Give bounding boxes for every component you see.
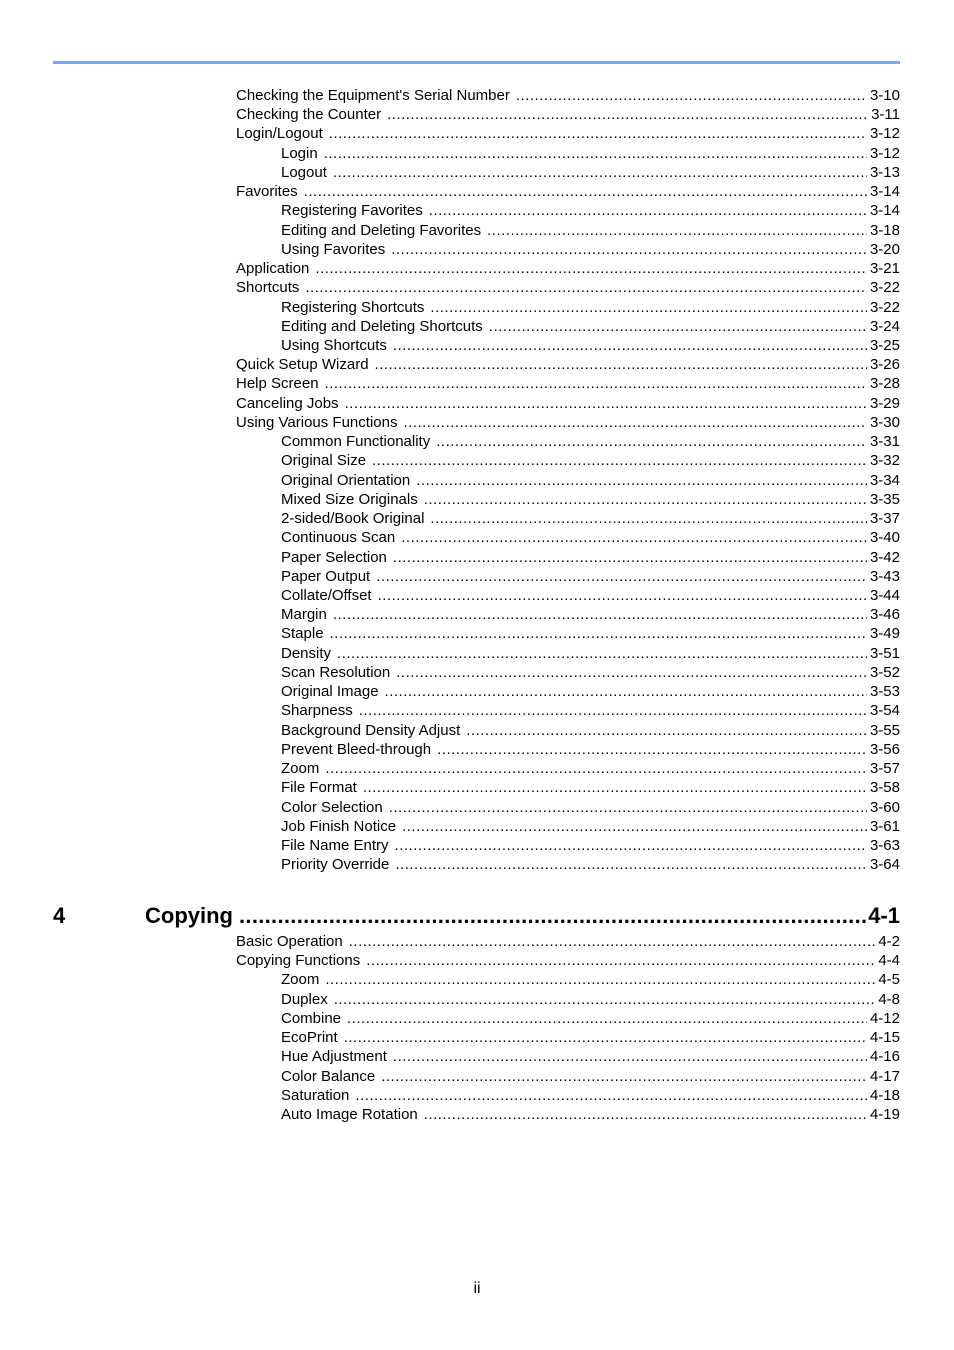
toc-entry-page: 3-22 <box>869 298 900 316</box>
toc-entry[interactable] <box>236 105 900 124</box>
toc-entry-label: Collate/Offset <box>281 586 372 604</box>
toc-entry[interactable] <box>281 317 900 336</box>
toc-entry[interactable] <box>281 644 900 663</box>
toc-entry[interactable] <box>281 663 900 682</box>
toc-entry-page: 3-51 <box>869 644 900 662</box>
toc-entry[interactable] <box>281 336 900 355</box>
toc-entry-label: Paper Selection <box>281 548 387 566</box>
page-number: ii <box>473 1280 481 1297</box>
toc-entry-label: Mixed Size Originals <box>281 490 418 508</box>
toc-entry[interactable] <box>281 298 900 317</box>
toc-entry-label: Checking the Counter <box>236 106 382 124</box>
dot-leader <box>337 644 867 663</box>
toc-entry-page: 3-11 <box>871 106 900 124</box>
toc-entry-label: Login <box>281 144 318 162</box>
dot-leader <box>430 509 867 528</box>
toc-entry-page: 3-25 <box>869 336 900 354</box>
dot-leader <box>401 528 867 547</box>
toc-entry-label: Original Size <box>281 452 367 470</box>
dot-leader <box>395 836 867 855</box>
toc-entry-label: File Name Entry <box>281 836 389 854</box>
dot-leader <box>393 336 867 355</box>
toc-entry-page: 3-53 <box>869 683 900 701</box>
toc-entry-label: Zoom <box>281 760 320 778</box>
dot-leader <box>378 586 867 605</box>
toc-entry-page: 3-12 <box>869 125 900 143</box>
toc-entry-label: Using Shortcuts <box>281 336 387 354</box>
toc-entry-page: 4-17 <box>869 1067 900 1085</box>
dot-leader <box>324 144 867 163</box>
dot-leader <box>345 394 867 413</box>
toc-entry[interactable] <box>281 528 900 547</box>
toc-entry[interactable] <box>281 836 900 855</box>
toc-entry[interactable] <box>236 86 900 105</box>
toc-entry-page: 3-56 <box>869 740 900 758</box>
toc-entry-label: Continuous Scan <box>281 529 396 547</box>
toc-entry[interactable] <box>281 1028 900 1047</box>
toc-entry-label: Checking the Equipment's Serial Number <box>236 87 510 104</box>
toc-entry[interactable] <box>236 124 900 143</box>
toc-entry-label: Staple <box>281 625 324 643</box>
toc-entry-label: Registering Favorites <box>281 202 423 220</box>
toc-entry-page: 3-13 <box>869 163 900 181</box>
toc-entry-page: 3-29 <box>869 394 900 412</box>
dot-leader <box>387 105 868 124</box>
toc-entry-page: 4-12 <box>869 1009 900 1027</box>
toc-entry-page: 3-61 <box>869 817 900 835</box>
dot-leader <box>385 682 867 701</box>
dot-leader <box>430 298 867 317</box>
toc-entry[interactable] <box>281 1009 900 1028</box>
dot-leader <box>344 1028 867 1047</box>
toc-entry[interactable] <box>281 451 900 470</box>
toc-entry-page: 4-15 <box>869 1029 900 1047</box>
toc-entry[interactable] <box>281 990 900 1009</box>
toc-entry[interactable] <box>281 1067 900 1086</box>
toc-entry-page: 4-19 <box>869 1106 900 1124</box>
toc-entry-label: Paper Output <box>281 567 371 585</box>
toc-entry-label: Color Selection <box>281 798 383 816</box>
toc-entry[interactable] <box>281 682 900 701</box>
toc-entry-label: Scan Resolution <box>281 663 391 681</box>
dot-leader <box>436 432 867 451</box>
toc-entry[interactable] <box>281 144 900 163</box>
toc-entry[interactable] <box>281 970 900 989</box>
toc-entry-label: Basic Operation <box>236 933 343 950</box>
toc-entry[interactable] <box>236 278 900 297</box>
toc-entry[interactable] <box>281 548 900 567</box>
toc-entry-page: 3-54 <box>869 702 900 720</box>
toc-entry-label: Quick Setup Wizard <box>236 356 369 374</box>
dot-leader <box>393 548 867 567</box>
toc-entry[interactable] <box>236 951 900 970</box>
toc-entry[interactable] <box>281 163 900 182</box>
toc-entry-label: Zoom <box>281 971 320 989</box>
toc-entry-page: 3-60 <box>869 798 900 816</box>
dot-leader <box>334 990 876 1009</box>
dot-leader <box>372 451 867 470</box>
toc-entry[interactable] <box>281 201 900 220</box>
dot-leader <box>325 970 875 989</box>
dot-leader <box>403 413 867 432</box>
toc-entry[interactable] <box>281 509 900 528</box>
toc-entry-label: 2-sided/Book Original <box>281 510 425 528</box>
toc-entry-page: 3-52 <box>869 663 900 681</box>
toc-entry-page: 3-35 <box>869 490 900 508</box>
dot-leader <box>424 490 867 509</box>
toc-entry-label: Using Various Functions <box>236 413 398 431</box>
dot-leader <box>366 951 875 970</box>
dot-leader <box>239 902 868 930</box>
toc-entry-label: Common Functionality <box>281 433 431 451</box>
toc-entry-page: 3-14 <box>869 183 900 201</box>
toc-entry-page: 4-4 <box>878 952 900 970</box>
toc-entry-label: Job Finish Notice <box>281 817 397 835</box>
dot-leader <box>355 1086 867 1105</box>
toc-entry-page: 3-31 <box>869 433 900 451</box>
toc-entry-label: Favorites <box>236 183 298 201</box>
dot-leader <box>424 1105 867 1124</box>
dot-leader <box>325 374 867 393</box>
toc-entry-page: 3-22 <box>869 279 900 297</box>
chapter-page: 4-1 <box>868 903 900 928</box>
toc-entry-label: Priority Override <box>281 856 390 874</box>
dot-leader <box>489 317 867 336</box>
toc-entry[interactable] <box>281 798 900 817</box>
dot-leader <box>381 1067 867 1086</box>
toc-entry[interactable] <box>281 759 900 778</box>
toc-entry[interactable] <box>281 240 900 259</box>
toc-entry-page: 3-55 <box>869 721 900 739</box>
toc-entry-label: File Format <box>281 779 357 797</box>
chapter-number: 4 <box>53 903 66 928</box>
toc-entry-label: Duplex <box>281 990 328 1008</box>
dot-leader <box>396 663 867 682</box>
toc-entry-label: Prevent Bleed-through <box>281 740 432 758</box>
toc-entry-page: 3-63 <box>869 836 900 854</box>
dot-leader <box>363 778 867 797</box>
toc-entry[interactable] <box>281 855 900 874</box>
toc-entry[interactable] <box>281 817 900 836</box>
toc-entry-page: 3-58 <box>869 779 900 797</box>
dot-leader <box>330 624 867 643</box>
toc-entry-page: 3-34 <box>869 471 900 489</box>
toc-entry[interactable] <box>281 740 900 759</box>
dot-leader <box>375 355 867 374</box>
toc-entry-page: 3-44 <box>869 586 900 604</box>
toc-entry-page: 3-40 <box>869 529 900 547</box>
toc-entry[interactable] <box>281 778 900 797</box>
dot-leader <box>376 567 867 586</box>
toc-entry-page: 3-24 <box>869 317 900 335</box>
toc-entry-label: Logout <box>281 163 327 181</box>
toc-entry-page: 4-16 <box>869 1048 900 1066</box>
toc-entry-page: 4-18 <box>869 1086 900 1104</box>
toc-entry-page: 4-2 <box>878 933 900 950</box>
toc-entry-label: Margin <box>281 606 327 624</box>
toc-entry-label: Combine <box>281 1009 342 1027</box>
toc-entry-label: Editing and Deleting Favorites <box>281 221 482 239</box>
dot-leader <box>359 701 867 720</box>
dot-leader <box>487 221 867 240</box>
toc-entry-page: 3-49 <box>869 625 900 643</box>
toc-entry-page: 3-10 <box>869 87 900 104</box>
toc-entry-label: Original Orientation <box>281 471 411 489</box>
toc-entry-page: 3-32 <box>869 452 900 470</box>
toc-entry-label: Shortcuts <box>236 279 300 297</box>
toc-entry[interactable] <box>281 605 900 624</box>
toc-entry-label: Canceling Jobs <box>236 394 339 412</box>
toc-entry-label: Original Image <box>281 683 379 701</box>
toc-entry[interactable] <box>281 1047 900 1066</box>
toc-entry-page: 3-42 <box>869 548 900 566</box>
toc-entry-label: Hue Adjustment <box>281 1048 387 1066</box>
toc-entry[interactable] <box>281 586 900 605</box>
toc-entry[interactable] <box>281 567 900 586</box>
toc-entry[interactable] <box>236 413 900 432</box>
dot-leader <box>395 855 867 874</box>
dot-leader <box>416 471 867 490</box>
dot-leader <box>304 182 867 201</box>
toc-entry[interactable] <box>281 432 900 451</box>
toc-entry[interactable] <box>236 182 900 201</box>
toc-entry-page: 3-18 <box>869 221 900 239</box>
toc-entry-page: 3-43 <box>869 567 900 585</box>
toc-entry-page: 3-14 <box>869 202 900 220</box>
toc-entry-page: 3-28 <box>869 375 900 393</box>
toc-entry[interactable] <box>236 374 900 393</box>
toc-entry-page: 3-37 <box>869 510 900 528</box>
toc-entry-label: Using Favorites <box>281 240 386 258</box>
dot-leader <box>315 259 867 278</box>
dot-leader <box>466 721 867 740</box>
toc-entry-label: Login/Logout <box>236 125 323 143</box>
toc-entry-label: Auto Image Rotation <box>281 1106 418 1124</box>
toc-entry-label: EcoPrint <box>281 1029 338 1047</box>
dot-leader <box>305 278 867 297</box>
toc-entry-page: 3-57 <box>869 760 900 778</box>
toc-entry-label: Background Density Adjust <box>281 721 461 739</box>
toc-entry-page: 3-21 <box>869 260 900 278</box>
toc-entry[interactable] <box>281 1086 900 1105</box>
toc-entry[interactable] <box>281 221 900 240</box>
toc-entry-page: 3-12 <box>869 144 900 162</box>
toc-entry[interactable] <box>281 1105 900 1124</box>
toc-entry-page: 3-46 <box>869 606 900 624</box>
dot-leader <box>347 1009 867 1028</box>
toc-entry-label: Editing and Deleting Shortcuts <box>281 317 483 335</box>
dot-leader <box>393 1047 867 1066</box>
dot-leader <box>429 201 867 220</box>
toc-entry-page: 3-64 <box>869 856 900 874</box>
dot-leader <box>391 240 867 259</box>
toc-entry[interactable] <box>281 721 900 740</box>
toc-entry-page: 3-20 <box>869 240 900 258</box>
toc-entry-label: Saturation <box>281 1086 350 1104</box>
toc-entry[interactable] <box>236 932 900 951</box>
dot-leader <box>333 605 867 624</box>
toc-entry-page: 4-8 <box>878 990 900 1008</box>
dot-leader <box>389 798 867 817</box>
toc-entry-page: 3-26 <box>869 356 900 374</box>
chapter-title: Copying <box>145 903 233 928</box>
dot-leader <box>402 817 867 836</box>
toc-entry[interactable] <box>281 471 900 490</box>
toc-entry-page: 3-30 <box>869 413 900 431</box>
toc-entry[interactable] <box>281 490 900 509</box>
toc-entry-label: Copying Functions <box>236 952 361 970</box>
toc-entry-label: Color Balance <box>281 1067 376 1085</box>
toc-entry-label: Help Screen <box>236 375 319 393</box>
toc-entry-label: Application <box>236 260 310 278</box>
dot-leader <box>325 759 867 778</box>
chapter-heading[interactable] <box>53 902 900 930</box>
dot-leader <box>437 740 867 759</box>
toc-entry[interactable] <box>236 394 900 413</box>
toc-entry[interactable] <box>281 701 900 720</box>
toc-entry-label: Sharpness <box>281 702 353 720</box>
toc-entry-label: Density <box>281 644 332 662</box>
toc-entry-page: 4-5 <box>878 971 900 989</box>
dot-leader <box>329 124 867 143</box>
dot-leader <box>333 163 867 182</box>
toc-entry[interactable] <box>281 624 900 643</box>
toc-entry-label: Registering Shortcuts <box>281 298 425 316</box>
dot-leader <box>349 932 876 951</box>
header-rule <box>53 61 900 64</box>
dot-leader <box>516 86 867 105</box>
toc-entry[interactable] <box>236 355 900 374</box>
toc-entry[interactable] <box>236 259 900 278</box>
